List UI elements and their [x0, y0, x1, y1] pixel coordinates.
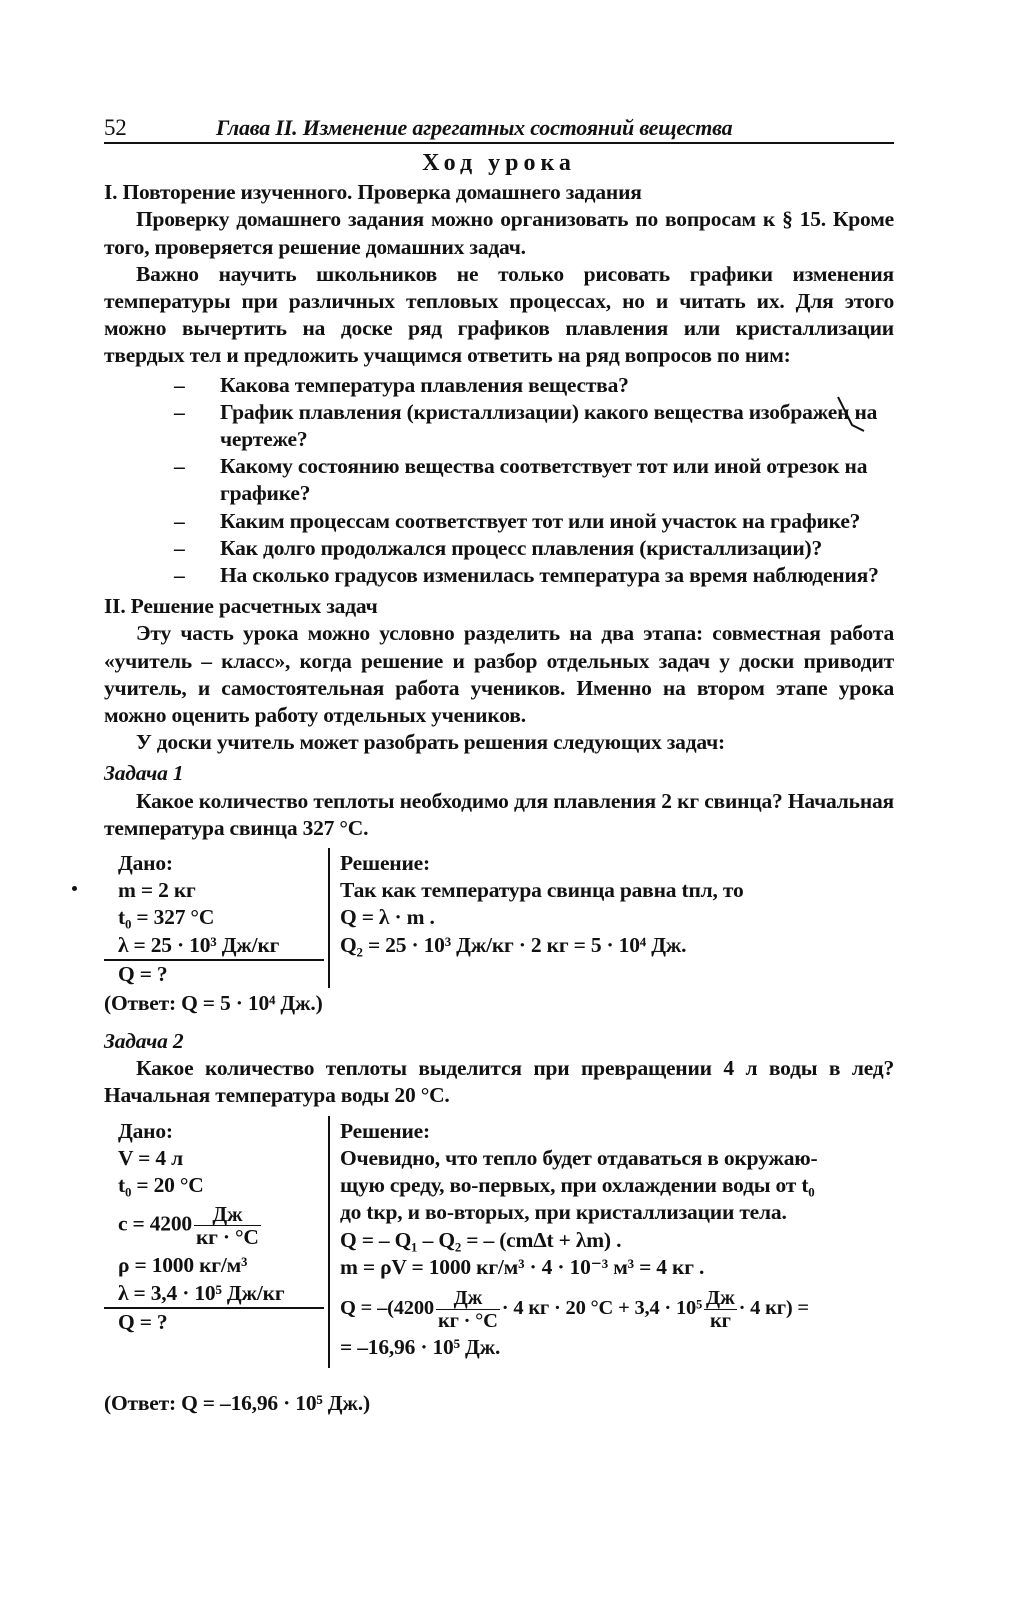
task-1-label: Задача 1	[104, 761, 184, 786]
question-item	[104, 508, 894, 535]
given-temperature: t₀ = 327 °С	[118, 905, 215, 930]
pen-stroke-mark	[836, 395, 866, 433]
solution-label: Решение:	[340, 1118, 430, 1143]
unknown-q: Q = ?	[118, 1309, 168, 1334]
question-item	[104, 372, 894, 399]
fraction-denominator: кг	[709, 1309, 731, 1332]
running-header	[104, 112, 894, 144]
given-mass: m = 2 кг	[118, 878, 196, 903]
solution-label: Решение:	[340, 851, 430, 876]
solution-line: Так как температура свинца равна tпл, то	[340, 878, 744, 903]
given-lambda: λ = 3,4 · 10⁵ Дж/кг	[118, 1280, 285, 1305]
section-2-heading: II. Решение расчетных задач	[104, 594, 378, 619]
dash-bullet: –	[174, 535, 185, 560]
question-list	[104, 372, 894, 590]
fraction-denominator: кг · °С	[195, 1225, 259, 1250]
question-text: Какова температура плавления вещества?	[220, 372, 629, 397]
question-text: На сколько градусов изменилась температура за время наблюдения?	[220, 563, 879, 588]
solution-line: Q = λ · m .	[340, 905, 435, 930]
given-heat-capacity	[118, 1203, 324, 1248]
given-density: ρ = 1000 кг/м³	[118, 1253, 248, 1278]
solution-line: щую среду, во-первых, при охлаждении воды от t₀	[340, 1173, 815, 1198]
fraction-numerator: Дж	[194, 1203, 261, 1226]
unit-fraction	[436, 1287, 500, 1332]
section-2-paragraph-2: У доски учитель может разобрать решения следующих задач:	[136, 730, 725, 755]
calc-left: Q = –(4200	[340, 1297, 434, 1320]
section-1-paragraph-2: Важно научить школьников не только рисовать графики изменения температуры при различных тепловых процессах, но и читать их. Для этого можно вычертить на доске ряд графиков плавления или кристаллизации твердых тел и предложить учащимся ответить на ряд вопросов по ним:	[104, 261, 894, 368]
given-lambda: λ = 25 · 10³ Дж/кг	[118, 932, 280, 957]
question-item	[104, 453, 894, 507]
given-label: Дано:	[118, 1118, 173, 1143]
question-item	[104, 399, 894, 453]
unknown-q: Q = ?	[118, 961, 168, 986]
question-text: График плавления (кристаллизации) какого вещества изображен на чертеже?	[220, 399, 878, 452]
question-text: Каким процессам соответствует тот или иной участок на графике?	[220, 508, 861, 533]
question-item	[104, 535, 894, 562]
given-temperature: t₀ = 20 °С	[118, 1173, 204, 1198]
task-1-solution	[340, 850, 894, 959]
section-1-heading: I. Повторение изученного. Проверка домашнего задания	[104, 180, 642, 205]
textbook-page	[104, 112, 894, 1438]
chapter-title: Глава II. Изменение агрегатных состояний вещества	[216, 115, 733, 140]
solution-line: m = ρV = 1000 кг/м³ · 4 · 10⁻³ м³ = 4 кг .	[340, 1254, 705, 1279]
dash-bullet: –	[174, 372, 185, 397]
calc-middle: · 4 кг · 20 °С + 3,4 · 10⁵	[501, 1297, 703, 1320]
given-solution-divider	[328, 1116, 330, 1368]
given-volume: V = 4 л	[118, 1145, 183, 1170]
calculation-line	[340, 1287, 894, 1332]
task-2-text: Какое количество теплоты выделится при превращении 4 л воды в лед? Начальная температура воды 20 °С.	[104, 1056, 894, 1108]
given-label: Дано:	[118, 851, 173, 876]
dash-bullet: –	[174, 508, 185, 533]
solution-line: Очевидно, что тепло будет отдаваться в окружаю-	[340, 1145, 818, 1170]
unit-fraction	[704, 1287, 737, 1332]
solution-line: Q₂ = 25 · 10³ Дж/кг · 2 кг = 5 · 10⁴ Дж.	[340, 932, 687, 957]
lesson-title: Ход урока	[422, 150, 576, 176]
question-text: Какому состоянию вещества соответствует тот или иной отрезок на графике?	[220, 454, 868, 506]
page-number: 52	[104, 115, 127, 140]
unit-fraction	[194, 1203, 261, 1248]
dash-bullet: –	[174, 454, 185, 479]
calculation-result: = –16,96 · 10⁵ Дж.	[340, 1334, 501, 1359]
task-2-answer: (Ответ: Q = –16,96 · 10⁵ Дж.)	[104, 1390, 370, 1415]
dash-bullet: –	[174, 563, 185, 588]
task-1-text: Какое количество теплоты необходимо для плавления 2 кг свинца? Начальная температура свинца 327 °С.	[104, 788, 894, 840]
fraction-denominator: кг · °С	[437, 1309, 498, 1332]
section-2-paragraph-1: Эту часть урока можно условно разделить на два этапа: совместная работа «учитель – класс», когда решение и разбор отдельных задач у доски приводит учитель, и самостоятельная работа учеников. Именно на втором этапе урока можно оценить работу отдельных учеников.	[104, 621, 894, 728]
task-2-given	[118, 1118, 324, 1336]
stray-dot	[72, 886, 77, 891]
question-item	[104, 562, 894, 589]
heat-capacity-value: c = 4200	[118, 1211, 192, 1236]
solution-line: Q = – Q₁ – Q₂ = – (cmΔt + λm) .	[340, 1227, 622, 1252]
task-1-answer: (Ответ: Q = 5 · 10⁴ Дж.)	[104, 991, 323, 1016]
task-2-solution	[340, 1118, 894, 1361]
task-2-label: Задача 2	[104, 1029, 184, 1054]
task-1-solution-block	[104, 850, 894, 1016]
dash-bullet: –	[174, 399, 185, 424]
given-solution-divider	[328, 848, 330, 988]
fraction-numerator: Дж	[706, 1286, 735, 1309]
solution-line: до tкр, и во-вторых, при кристаллизации тела.	[340, 1200, 787, 1225]
calc-right: · 4 кг) =	[738, 1297, 809, 1320]
section-1-paragraph-1: Проверку домашнего задания можно организовать по вопросам к § 15. Кроме того, проверяется решение домашних задач.	[104, 207, 894, 259]
fraction-numerator: Дж	[436, 1287, 500, 1310]
question-text: Как долго продолжался процесс плавления (кристаллизации)?	[220, 535, 823, 560]
task-2-solution-block	[104, 1118, 894, 1438]
task-1-given	[118, 850, 324, 988]
